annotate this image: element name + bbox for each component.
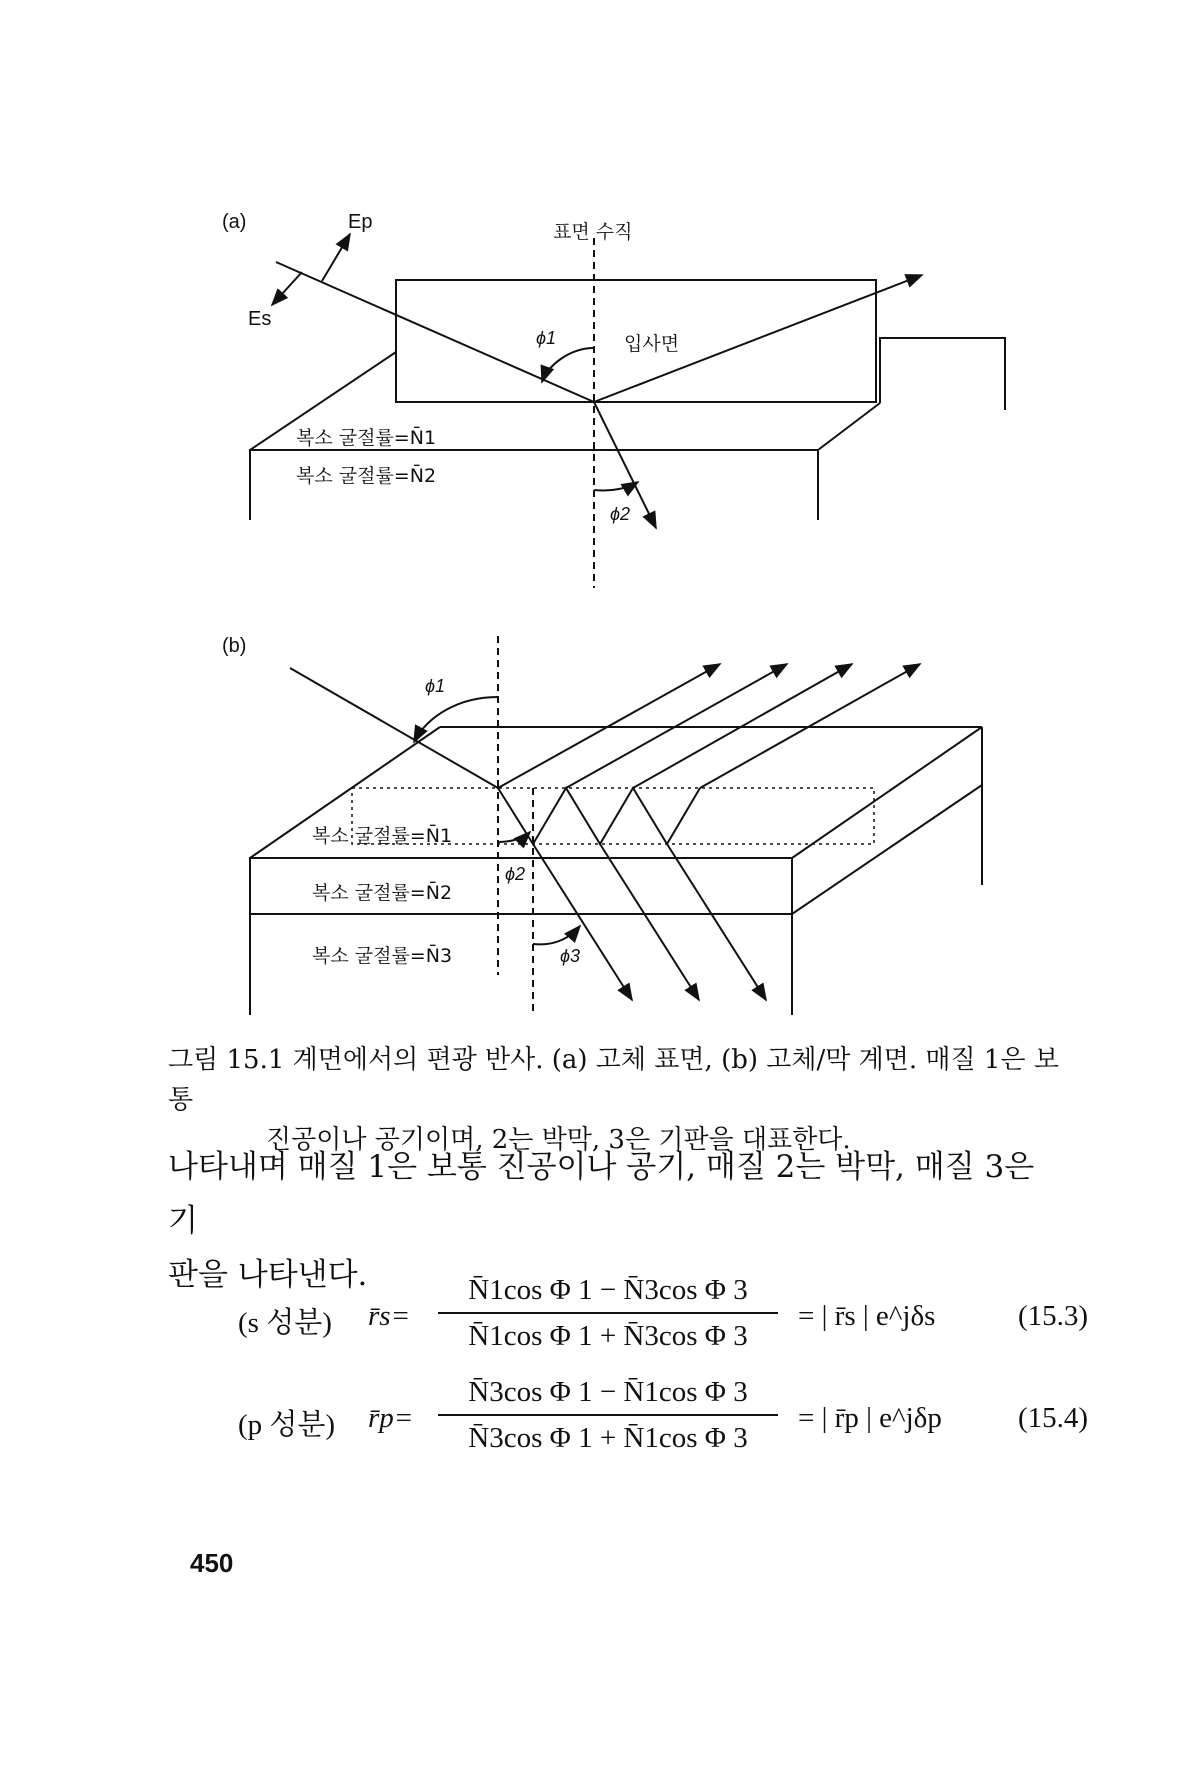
eq-denominator: N̄3cos Φ 1 + N̄1cos Φ 3 xyxy=(468,1422,748,1454)
phi2-label-a: ϕ2 xyxy=(610,504,631,524)
figure-a xyxy=(250,234,1005,588)
phi1-label-a: ϕ1 xyxy=(536,328,557,348)
n1-label-a: 복소 굴절률=N̄1 xyxy=(296,427,437,449)
n2-label-a: 복소 굴절률=N̄2 xyxy=(296,465,437,487)
eq-rhs: = | r̄s | e^jδs xyxy=(798,1300,936,1332)
eq-numerator: N̄3cos Φ 1 − N̄1cos Φ 3 xyxy=(468,1376,748,1408)
n2-label-b: 복소 굴절률=N̄2 xyxy=(312,882,453,904)
phi1-label-b: ϕ1 xyxy=(425,676,446,696)
surface-normal-label: 표면 수직 xyxy=(553,221,633,243)
eq-lhs: r̄s= xyxy=(368,1300,411,1332)
eq-denominator: N̄1cos Φ 1 + N̄3cos Φ 3 xyxy=(468,1320,748,1352)
eq-label: (s 성분) xyxy=(238,1307,332,1339)
phi2-label-b: ϕ2 xyxy=(505,864,526,884)
eq-number: (15.3) xyxy=(1018,1300,1089,1332)
equation-15-4 xyxy=(238,1372,1138,1462)
phi3-label-b: ϕ3 xyxy=(560,946,581,966)
eq-lhs: r̄p= xyxy=(368,1402,414,1434)
body-line-2: 판을 나타낸다. xyxy=(168,1257,368,1293)
plane-of-incidence-label: 입사면 xyxy=(624,333,680,355)
body-line-1: 나타내며 매질 1은 보통 진공이나 공기, 매질 2는 박막, 매질 3은 기 xyxy=(168,1149,1035,1239)
page-number: 450 xyxy=(190,1548,234,1578)
n1-label-b: 복소 굴절률=N̄1 xyxy=(312,825,453,847)
eq-fraction xyxy=(438,1270,778,1356)
fraction-bar xyxy=(438,1414,778,1416)
eq-numerator: N̄1cos Φ 1 − N̄3cos Φ 3 xyxy=(468,1274,748,1306)
figure-b-label: (b) xyxy=(222,635,247,657)
equation-15-3 xyxy=(238,1270,1138,1360)
eq-number: (15.4) xyxy=(1018,1402,1089,1434)
figure-a-label: (a) xyxy=(222,211,247,233)
eq-label: (p 성분) xyxy=(238,1409,336,1441)
caption-line-1: 그림 15.1 계면에서의 편광 반사. (a) 고체 표면, (b) 고체/막 계면. 매질 1은 보통 xyxy=(168,1045,1059,1115)
caption-line-2: 진공이나 공기이며, 2는 박막, 3은 기판을 대표한다. xyxy=(266,1125,851,1155)
eq-rhs: = | r̄p | e^jδp xyxy=(798,1402,942,1434)
ep-label: Ep xyxy=(348,211,373,233)
n3-label-b: 복소 굴절률=N̄3 xyxy=(312,945,453,967)
fraction-bar xyxy=(438,1312,778,1314)
eq-fraction xyxy=(438,1372,778,1458)
es-label: Es xyxy=(248,308,272,330)
